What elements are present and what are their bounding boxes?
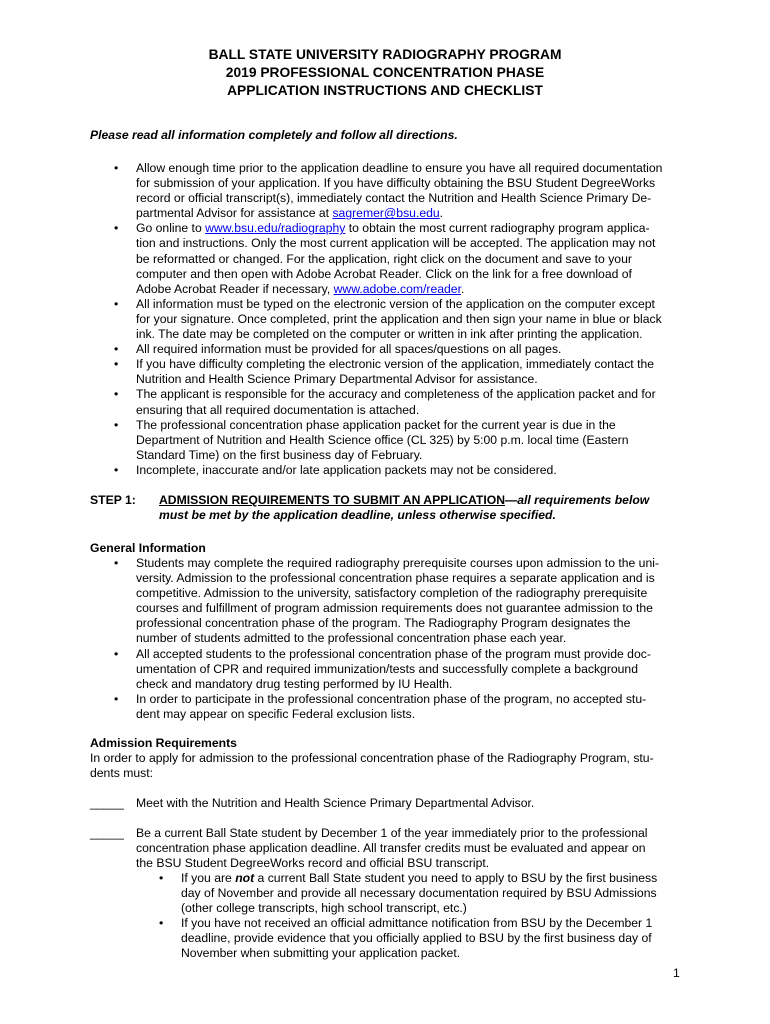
list-item: • In order to participate in the professional concentration phase of the program, no accepted stu- dent may appear on specific Federal exclusion lists. (136, 692, 676, 722)
admission-requirements-heading: Admission Requirements (90, 736, 237, 750)
document-page: BALL STATE UNIVERSITY RADIOGRAPHY PROGRAM 2019 PROFESSIONAL CONCENTRATION PHASE APPLICATION INSTRUCTIONS AND CHECKLIST Please read all information completely and follow all directions. • Allow enough time prior to the application deadline to ensure you have all required documentation for submission of your application. If you have difficulty obtaining the BSU Student DegreeWorks record or official transcript(s), immediately contact the Nutrition and Health Science Primary De- partmental Advisor for assistance at sagremer@bsu.edu. • Go online to www.bsu.edu/radiography to obtain the most current radiography program applica- tion and instructions. Only the most current application will be accepted. The application may not be reformatted or changed. For the application, right click on the document and save to your computer and then open with Adobe Acrobat Reader. Click on the link for a free download of Adobe Acrobat Reader if necessary, www.adobe.com/reader. • All information must be typed on the electronic version of the application on the computer except for your signature. Once completed, print the application and then sign your name in blue or black ink. The date may be completed on the computer or written in ink after printing the application. • All required information must be provided for all spaces/questions on all pages. • If you have difficulty completing the electronic version of the application, immediately contact the Nutrition and Health Science Primary Departmental Advisor for assistance. • The applicant is responsible for the accuracy and completeness of the application packet and for ensuring that all required documentation is attached. • The professional concentration phase application packet for the current year is due in the Department of Nutrition and Health Science office (CL 325) by 5:00 p.m. local time (Eastern Standard Time) on the first business day of February. • Incomplete, inaccurate and/or late application packets may not be considered. STEP 1: ADMISSION REQUIREMENTS TO SUBMIT AN APPLICATION—all requirements below must be met by the application deadline, unless otherwise specified. General Information • Students may complete the required radiography prerequisite courses upon admission to the uni- versity. Admission to the professional concentration phase requires a separate application and is competitive. Admission to the university, satisfactory completion of the radiography prerequisite courses and fulfillment of program admission requirements does not guarantee admission to the professional concentration phase of the program. The Radiography Program designates the number of students admitted to the professional concentration phase each year. • All accepted students to the professional concentration phase of the program must provide doc- umentation of CPR and required immunization/tests and successfully complete a background check and mandatory drug testing performed by IU Health. • In order to participate in the professional concentration phase of the program, no accepted stu- dent may appear on specific Federal exclusion lists. Admission Requirements In order to apply for admission to the professional concentration phase of the Radiography Program, stu- dents must: _____ Meet with the Nutrition and Health Science Primary Departmental Advisor. _____ Be a current Ball State student by December 1 of the year immediately prior to the professional concentration phase application deadline. All transfer credits must be evaluated and appear on the BSU Student DegreeWorks record and official BSU transcript. • If you are not a current Ball State student you need to apply to BSU by the first business day of November and provide all necessary documentation required by BSU Admissions (other college transcripts, high school transcript, etc.) • If you have not received an official admittance notification from BSU by the December 1 deadline, provide evidence that you officially applied to BSU by the first business day of November when submitting your application packet. 1 (0, 0, 770, 1024)
list-item: • If you have not received an official admittance notification from BSU by the December 1 deadline, provide evidence that you officially applied to BSU by the first business day of November when submitting your application packet. (181, 916, 676, 961)
intro-instruction: Please read all information completely and follow all directions. (90, 128, 458, 142)
list-item: • All accepted students to the professional concentration phase of the program must provide doc- umentation of CPR and required immunization/tests and successfully complete a background check and mandatory drug testing performed by IU Health. (136, 647, 676, 692)
step-label: STEP 1: (90, 493, 136, 507)
document-title (0, 46, 770, 100)
general-information-list (136, 556, 676, 722)
title-line-2: 2019 PROFESSIONAL CONCENTRATION PHASE (225, 65, 545, 80)
list-item: • Allow enough time prior to the application deadline to ensure you have all required documentation for submission of your application. If you have difficulty obtaining the BSU Student DegreeWorks record or official transcript(s), immediately contact the Nutrition and Health Science Primary De- partmental Advisor for assistance at sagremer@bsu.edu. (136, 161, 686, 221)
advisor-email-link[interactable]: sagremer@bsu.edu (332, 206, 440, 221)
title-line-3: APPLICATION INSTRUCTIONS AND CHECKLIST (227, 83, 543, 98)
list-item: • Go online to www.bsu.edu/radiography to obtain the most current radiography program applica- tion and instructions. Only the most current application will be accepted. The application may not be reformatted or changed. For the application, right click on the document and save to your computer and then open with Adobe Acrobat Reader. Click on the link for a free download of Adobe Acrobat Reader if necessary, www.adobe.com/reader. (136, 221, 686, 296)
list-item: • If you have difficulty completing the electronic version of the application, immediately contact the Nutrition and Health Science Primary Departmental Advisor for assistance. (136, 357, 686, 387)
title-line-1: BALL STATE UNIVERSITY RADIOGRAPHY PROGRAM (208, 47, 562, 62)
general-information-heading: General Information (90, 541, 206, 555)
checkbox-blank[interactable]: _____ (90, 796, 124, 810)
list-item: • If you are not a current Ball State student you need to apply to BSU by the first business day of November and provide all necessary documentation required by BSU Admissions (other college transcripts, high school transcript, etc.) (181, 871, 676, 916)
list-item: • The applicant is responsible for the accuracy and completeness of the application packet and for ensuring that all required documentation is attached. (136, 387, 686, 417)
admission-sub-list (181, 871, 676, 962)
list-item: • All information must be typed on the electronic version of the application on the computer except for your signature. Once completed, print the application and then sign your name in blue or black ink. The date may be completed on the computer or written in ink after printing the application. (136, 297, 686, 342)
step-heading: ADMISSION REQUIREMENTS TO SUBMIT AN APPLICATION—all requirements below must be met by the application deadline, unless otherwise specified. (159, 493, 650, 523)
instruction-list (136, 161, 686, 478)
admission-intro: In order to apply for admission to the professional concentration phase of the Radiography Program, stu- dents must: (90, 751, 654, 781)
radiography-site-link[interactable]: www.bsu.edu/radiography (205, 221, 346, 236)
adobe-reader-link[interactable]: www.adobe.com/reader (333, 281, 461, 296)
page-number: 1 (673, 966, 680, 980)
list-item: • Students may complete the required radiography prerequisite courses upon admission to the uni- versity. Admission to the professional concentration phase requires a separate application and is competitive. Admission to the university, satisfactory completion of the radiography prerequisite courses and fulfillment of program admission requirements does not guarantee admission to the professional concentration phase of the program. The Radiography Program designates the number of students admitted to the professional concentration phase each year. (136, 556, 676, 647)
list-item: • The professional concentration phase application packet for the current year is due in the Department of Nutrition and Health Science office (CL 325) by 5:00 p.m. local time (Eastern Standard Time) on the first business day of February. (136, 418, 686, 463)
list-item: • Incomplete, inaccurate and/or late application packets may not be considered. (136, 463, 686, 478)
list-item: • All required information must be provided for all spaces/questions on all pages. (136, 342, 686, 357)
checkbox-blank[interactable]: _____ (90, 826, 124, 840)
